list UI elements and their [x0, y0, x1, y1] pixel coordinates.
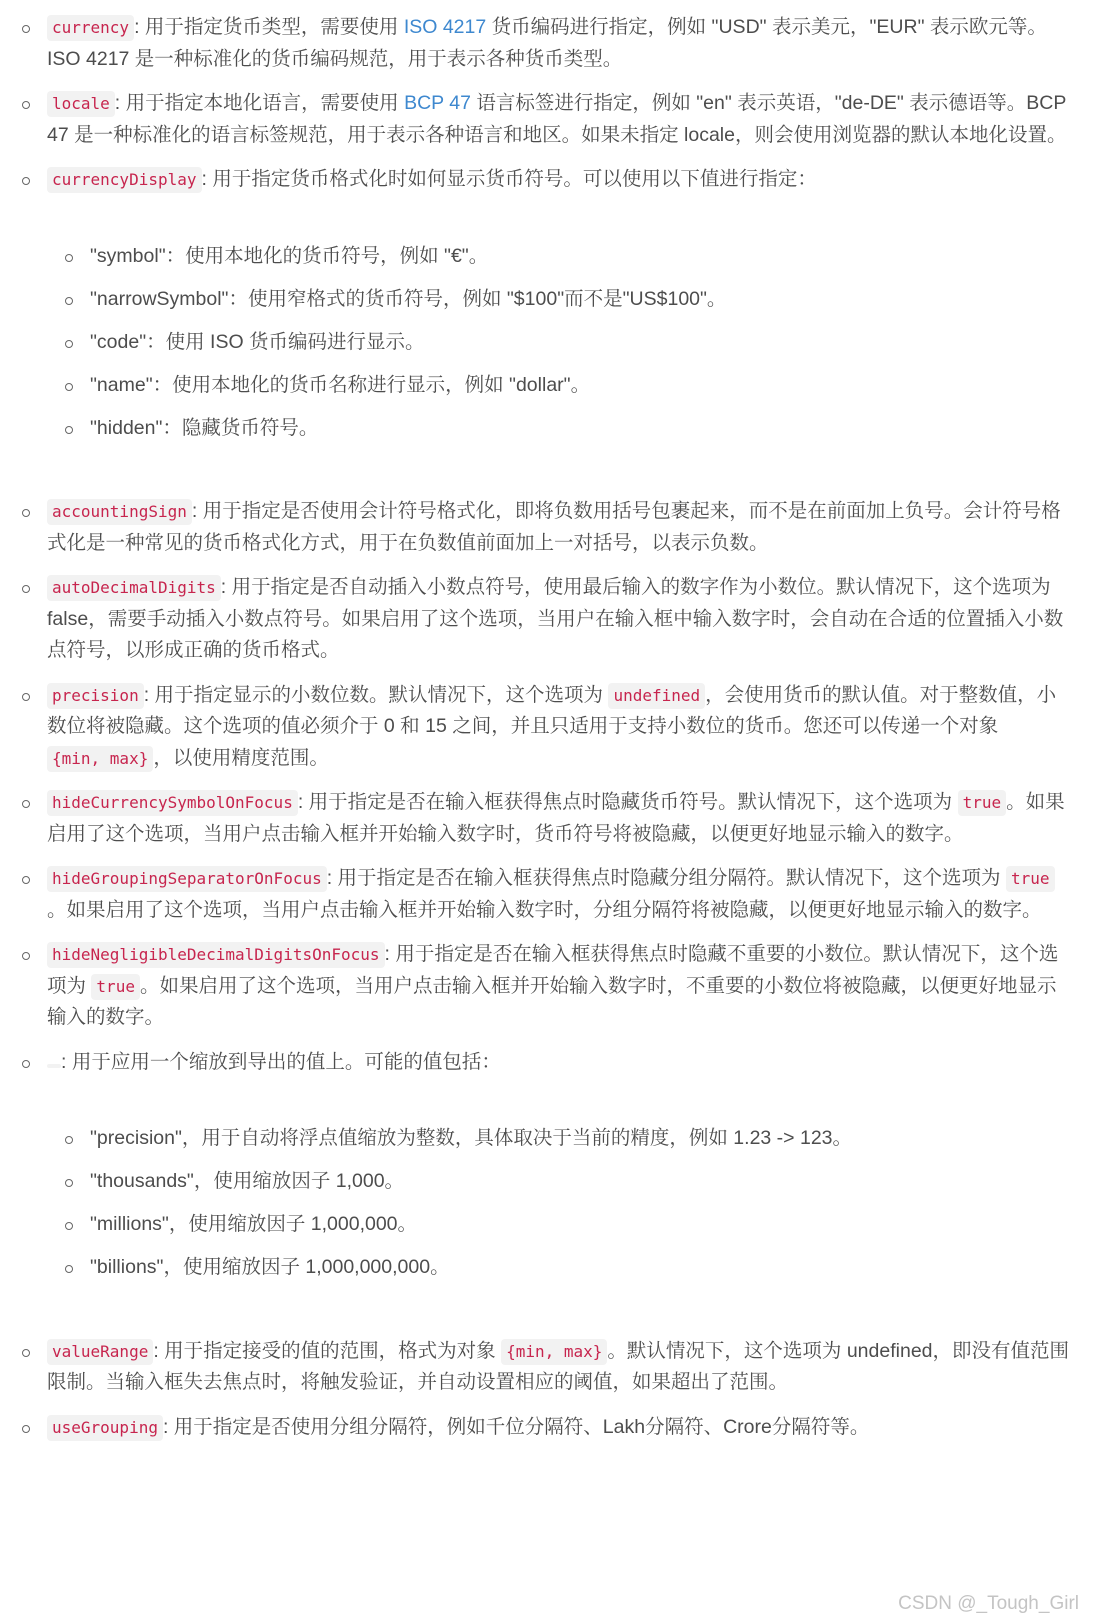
description-text: : 用于指定是否使用会计符号格式化，即将负数用括号包裹起来，而不是在前面加上负号。会计符号格式化是一种常见的货币格式化方式，用于在负数值前面加上一对括号，以表示负数。 — [47, 500, 1061, 554]
option-code: undefined — [608, 683, 705, 709]
option-code: locale — [47, 91, 115, 117]
description-text: 语言标签进行指定，例如 "en" 表示英语，"de-DE" 表示德语等。BCP 47 是一种标准化的语言标签规范，用于表示各种语言和地区。如果未指定 locale，则会使用浏览器的默认本地化设置。 — [47, 92, 1067, 146]
description-text: 货币编码进行指定，例如 "USD" 表示美元，"EUR" 表示欧元等。ISO 4217 是一种标准化的货币编码规范，用于表示各种货币类型。 — [47, 16, 1047, 70]
option-code: hideCurrencySymbolOnFocus — [47, 790, 298, 816]
description-text: : 用于指定是否在输入框获得焦点时隐藏货币符号。默认情况下，这个选项为 — [297, 791, 958, 813]
list-item — [47, 1336, 1073, 1399]
list-item — [47, 863, 1073, 926]
option-code: autoDecimalDigits — [47, 575, 221, 601]
option-code: true — [1006, 866, 1055, 892]
list-item — [47, 496, 1073, 559]
description-text: : 用于指定是否使用分组分隔符，例如千位分隔符、Lakh分隔符、Crore分隔符等。 — [162, 1415, 870, 1438]
description-text: 。如果启用了这个选项，当用户点击输入框并开始输入数字时，货币符号将被隐藏，以便更好地显示输入的数字。 — [47, 791, 1065, 845]
sub-list-item: "thousands"，使用缩放因子 1,000。 — [90, 1166, 1073, 1198]
sub-list-item: "narrowSymbol"：使用窄格式的货币符号，例如 "$100"而不是"US$100"。 — [90, 284, 1073, 316]
option-code: accountingSign — [47, 499, 192, 525]
option-code: currencyDisplay — [47, 167, 202, 193]
list-item — [47, 680, 1073, 775]
option-code: {min, max} — [501, 1339, 607, 1365]
description-text: : 用于应用一个缩放到导出的值上。可能的值包括： — [61, 1050, 501, 1073]
option-code: valueRange — [47, 1339, 153, 1365]
option-code: {min, max} — [47, 746, 153, 772]
sub-list-item: "precision"，用于自动将浮点值缩放为整数，具体取决于当前的精度，例如 1.23 -> 123。 — [90, 1123, 1073, 1155]
list-item — [47, 939, 1073, 1034]
option-code: true — [91, 974, 140, 1000]
sub-list — [90, 241, 1073, 445]
description-text: : 用于指定是否在输入框获得焦点时隐藏分组分隔符。默认情况下，这个选项为 — [326, 867, 1006, 889]
option-code: precision — [47, 683, 144, 709]
description-text: : 用于指定本地化语言，需要使用 — [114, 92, 405, 114]
description-text: : 用于指定接受的值的范围，格式为对象 — [153, 1339, 502, 1362]
sub-list-item: "code"：使用 ISO 货币编码进行显示。 — [90, 327, 1073, 359]
list-item — [47, 88, 1073, 151]
description-text: 。如果启用了这个选项，当用户点击输入框并开始输入数字时，不重要的小数位将被隐藏，以便更好地显示输入的数字。 — [47, 974, 1057, 1028]
description-text: ，会使用货币的默认值。对于整数值，小数位将被隐藏。这个选项的值必须介于 0 和 15 之间，并且只适用于支持小数位的货币。您还可以传递一个对象 — [47, 683, 1057, 737]
option-code — [47, 1064, 61, 1068]
description-text: : 用于指定是否在输入框获得焦点时隐藏不重要的小数位。默认情况下，这个选项为 — [47, 943, 1059, 997]
list-item — [47, 787, 1073, 850]
watermark: CSDN @_Tough_Girl — [898, 1593, 1079, 1614]
list-item — [47, 164, 1073, 444]
list-item — [47, 12, 1073, 75]
description-text: : 用于指定显示的小数位数。默认情况下，这个选项为 — [143, 683, 609, 706]
sub-list-item: "name"：使用本地化的货币名称进行显示，例如 "dollar"。 — [90, 370, 1073, 402]
spec-link[interactable]: BCP 47 — [404, 92, 471, 114]
option-code: true — [958, 790, 1007, 816]
sub-list-item: "millions"，使用缩放因子 1,000,000。 — [90, 1209, 1073, 1241]
option-code: useGrouping — [47, 1415, 163, 1441]
description-text: : 用于指定是否自动插入小数点符号，使用最后输入的数字作为小数位。默认情况下，这个选项为 false，需要手动插入小数点符号。如果启用了这个选项，当用户在输入框中输入数字时，会自动在合适的位置插入小数点符号，以形成正确的货币格式。 — [47, 576, 1064, 661]
description-text: 。如果启用了这个选项，当用户点击输入框并开始输入数字时，分组分隔符将被隐藏，以便更好地显示输入的数字。 — [47, 898, 1042, 921]
list-item — [47, 1412, 1073, 1444]
spec-link[interactable]: ISO 4217 — [403, 16, 487, 38]
option-list — [47, 12, 1073, 1456]
list-item — [47, 572, 1073, 667]
sub-list-item: "symbol"：使用本地化的货币符号，例如 "€"。 — [90, 241, 1073, 273]
sub-list — [90, 1123, 1073, 1284]
option-code: hideNegligibleDecimalDigitsOnFocus — [47, 942, 385, 968]
description-text: : 用于指定货币类型，需要使用 — [134, 16, 404, 38]
list-item — [47, 1047, 1073, 1284]
description-text: : 用于指定货币格式化时如何显示货币符号。可以使用以下值进行指定： — [201, 168, 817, 190]
description-text: 。默认情况下，这个选项为 undefined，即没有值范围限制。当输入框失去焦点时，将触发验证，并自动设置相应的阈值，如果超出了范围。 — [47, 1339, 1070, 1393]
sub-list-item: "billions"，使用缩放因子 1,000,000,000。 — [90, 1252, 1073, 1284]
description-text: ，以使用精度范围。 — [153, 746, 329, 769]
sub-list-item: "hidden"：隐藏货币符号。 — [90, 413, 1073, 445]
option-code: hideGroupingSeparatorOnFocus — [47, 866, 327, 892]
option-code: currency — [47, 15, 134, 41]
